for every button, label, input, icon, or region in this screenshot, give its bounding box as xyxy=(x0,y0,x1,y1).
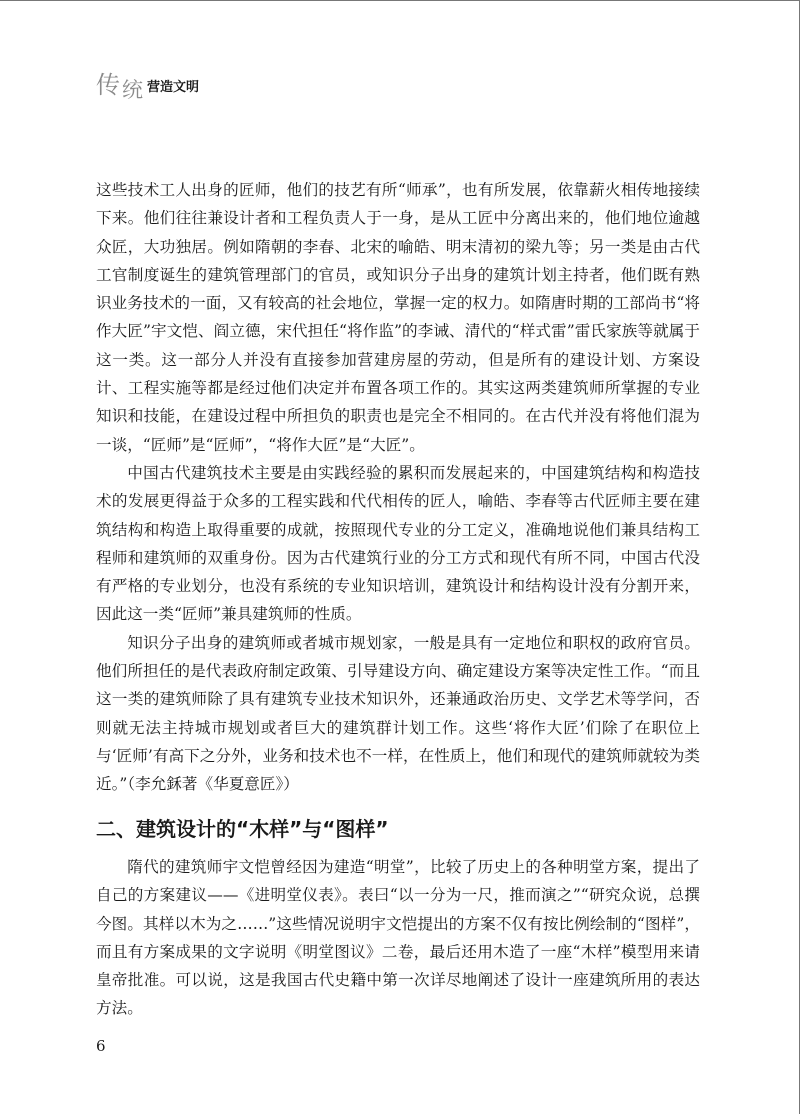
body-text xyxy=(96,176,700,799)
section-paragraph-1: 隋代的建筑师宇文恺曾经因为建造“明堂”，比较了历史上的各种明堂方案，提出了自己的方案建议——《进明堂仪表》。表曰“以一分为一尺，推而演之”“研究众说，总撰今图。其样以木为之……”这些情况说明宇文恺提出的方案不仅有按比例绘制的“图样”，而且有方案成果的文字说明《明堂图议》二卷，最后还用木造了一座“木样”模型用来请皇帝批准。可以说，这是我国古代史籍中第一次详尽地阐述了设计一座建筑所用的表达方法。 xyxy=(96,858,700,1018)
running-header xyxy=(96,71,200,102)
section-heading: 二、建筑设计的“木样”与“图样” xyxy=(96,817,389,841)
page-border-top xyxy=(0,0,800,1)
header-title-char-2: 统 xyxy=(122,78,143,102)
header-subtitle: 营造文明 xyxy=(147,80,200,95)
paragraph-1: 这些技术工人出身的匠师，他们的技艺有所“师承”，也有所发展，依靠薪火相传地接续下来。他们往往兼设计者和工程负责人于一身，是从工匠中分离出来的，他们地位逾越众匠，大功独居。例如隋朝的李春、北宋的喻皓、明末清初的梁九等；另一类是由古代工官制度诞生的建筑管理部门的官员，或知识分子出身的建筑计划主持者，他们既有熟识业务技术的一面，又有较高的社会地位，掌握一定的权力。如隋唐时期的工部尚书“将作大匠”宇文恺、阎立德，宋代担任“将作监”的李诫、清代的“样式雷”雷氏家族等就属于这一类。这一部分人并没有直接参加营建房屋的劳动，但是所有的建设计划、方案设计、工程实施等都是经过他们决定并布置各项工作的。其实这两类建筑师所掌握的专业知识和技能，在建设过程中所担负的职责也是完全不相同的。在古代并没有将他们混为一谈，“匠师”是“匠师”，“将作大匠”是“大匠”。 xyxy=(96,181,700,454)
paragraph-2: 中国古代建筑技术主要是由实践经验的累积而发展起来的，中国建筑结构和构造技术的发展更得益于众多的工程实践和代代相传的匠人，喻皓、李春等古代匠师主要在建筑结构和构造上取得重要的成就，按照现代专业的分工定义，准确地说他们兼具结构工程师和建筑师的双重身份。因为古代建筑行业的分工方式和现代有所不同，中国古代没有严格的专业划分，也没有系统的专业知识培训，建筑设计和结构设计没有分割开来，因此这一类“匠师”兼具建筑师的性质。 xyxy=(96,463,700,624)
page-number: 6 xyxy=(96,1037,106,1055)
header-title-char-1: 传 xyxy=(96,71,120,99)
paragraph-3: 知识分子出身的建筑师或者城市规划家，一般是具有一定地位和职权的政府官员。他们所担任的是代表政府制定政策、引导建设方向、确定建设方案等决定性工作。“而且这一类的建筑师除了具有建筑专业技术知识外，还兼通政治历史、文学艺术等学问，否则就无法主持城市规划或者巨大的建筑群计划工作。这些‘将作大匠’们除了在职位上与‘匠师’有高下之分外，业务和技术也不一样，在性质上，他们和现代的建筑师就较为类近。”（李允鉌著《华夏意匠》） xyxy=(96,633,700,794)
section-body-text xyxy=(96,853,700,1023)
